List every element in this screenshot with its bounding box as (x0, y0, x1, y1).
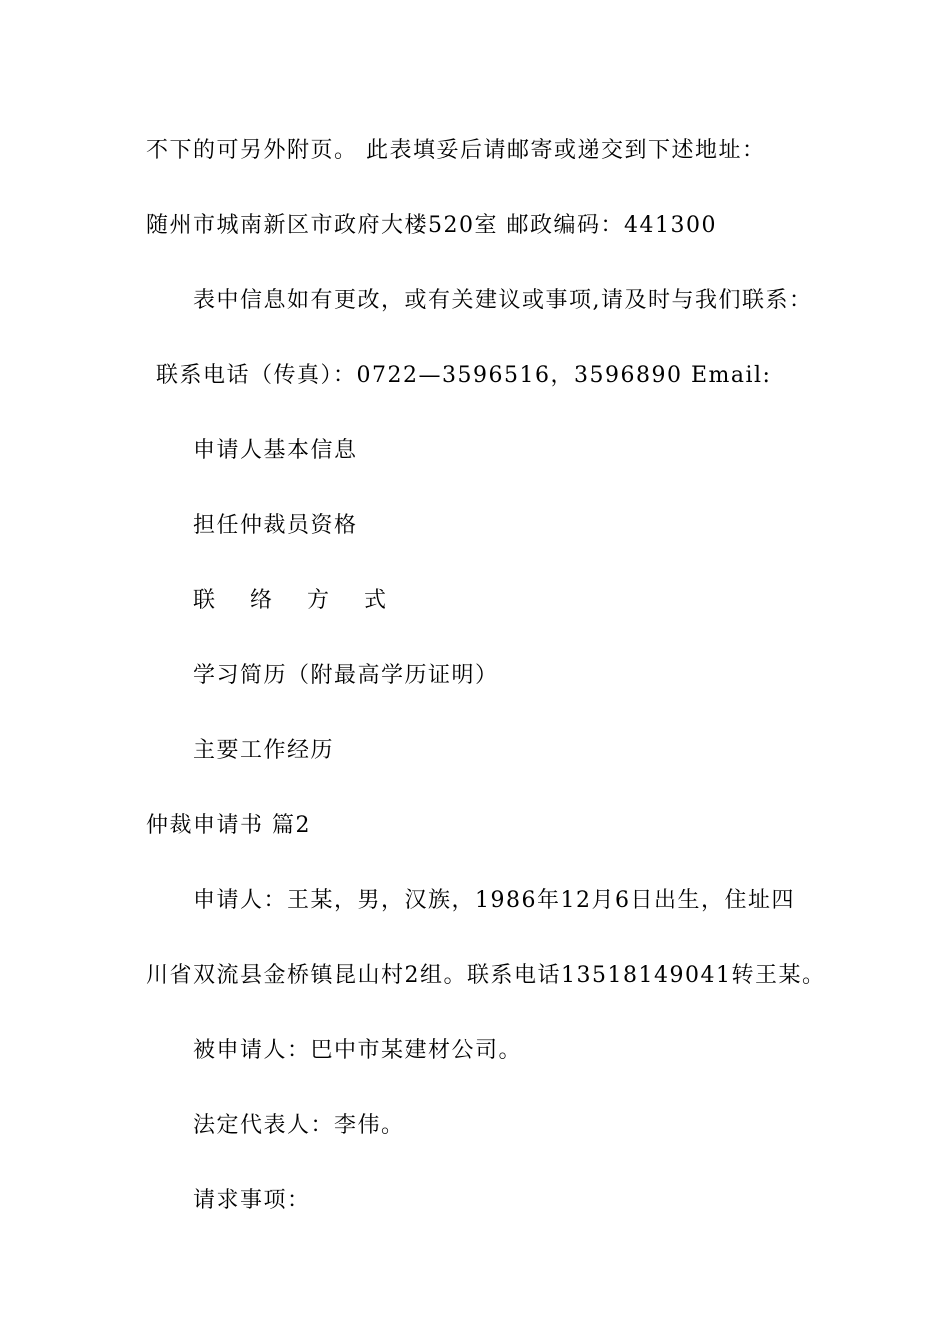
section-heading: 担任仲裁员资格 (193, 513, 358, 538)
claims-heading: 请求事项： (193, 1188, 311, 1213)
section-heading: 联 络 方 式 (193, 588, 400, 613)
applicant-line: 川省双流县金桥镇昆山村2组。联系电话13518149041转王某。 (146, 963, 826, 988)
section-heading: 申请人基本信息 (193, 438, 358, 463)
paragraph-line: 不下的可另外附页。 此表填妥后请邮寄或递交到下述地址： (146, 138, 766, 163)
address-line: 随州市城南新区市政府大楼520室 邮政编码：441300 (146, 213, 717, 238)
applicant-line: 申请人：王某，男，汉族，1986年12月6日出生，住址四 (193, 888, 795, 913)
contact-phone-line: 联系电话（传真）：0722—3596516，3596890 Email: (156, 363, 772, 388)
document-title: 仲裁申请书 篇2 (146, 813, 311, 838)
respondent-line: 被申请人：巴中市某建材公司。 (193, 1038, 523, 1063)
legal-representative-line: 法定代表人：李伟。 (193, 1113, 405, 1138)
section-heading: 主要工作经历 (193, 738, 335, 763)
paragraph-line: 表中信息如有更改，或有关建议或事项,请及时与我们联系： (193, 288, 813, 313)
section-heading: 学习简历（附最高学历证明） (193, 663, 499, 688)
